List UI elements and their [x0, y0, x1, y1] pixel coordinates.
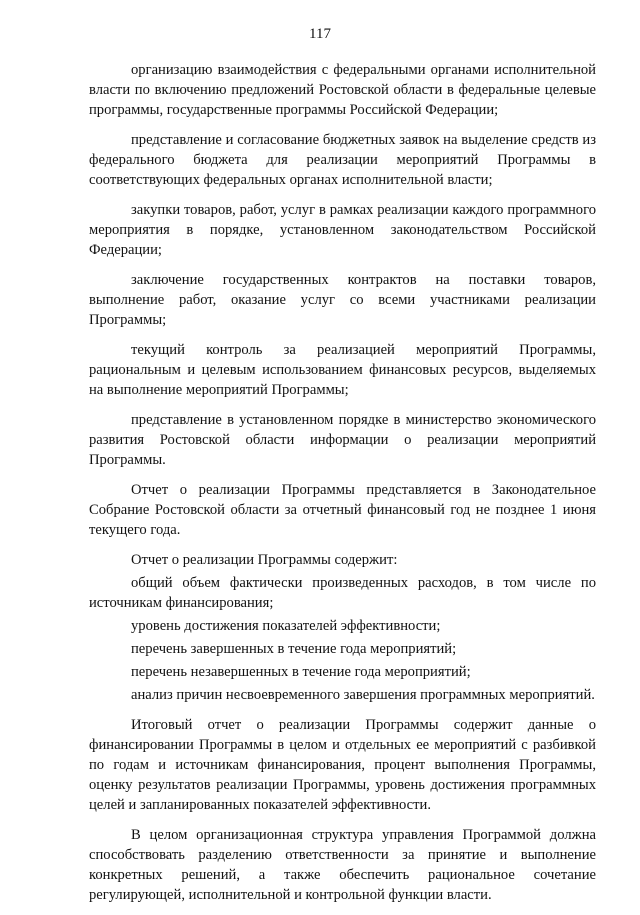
list-item: перечень незавершенных в течение года мероприятий;: [131, 664, 471, 680]
page-number: 117: [309, 26, 331, 42]
paragraph: заключение государственных контрактов на поставки товаров, выполнение работ, оказание услуг со всеми участниками реализации Программы;: [89, 272, 596, 328]
list-item: анализ причин несвоевременного завершения программных мероприятий.: [131, 687, 595, 703]
list-item: уровень достижения показателей эффективности;: [131, 618, 441, 634]
list-item: общий объем фактически произведенных расходов, в том числе по источникам финансирования;: [89, 575, 596, 611]
paragraph: текущий контроль за реализацией мероприятий Программы, рациональным и целевым использованием финансовых ресурсов, выделяемых на выполнение мероприятий Программы;: [89, 342, 596, 398]
paragraph: Отчет о реализации Программы представляется в Законодательное Собрание Ростовской области за отчетный финансовый год не позднее 1 июня текущего года.: [89, 482, 596, 538]
paragraph: В целом организационная структура управления Программой должна способствовать разделению ответственности за принятие и выполнение конкретных решений, а также обеспечить рациональное сочетание регулирующей, исполнительной и контрольной функции власти.: [89, 827, 596, 903]
paragraph: представление и согласование бюджетных заявок на выделение средств из федерального бюджета для реализации мероприятий Программы в соответствующих федеральных органах исполнительной власти;: [89, 132, 596, 188]
paragraph: Отчет о реализации Программы содержит:: [131, 552, 398, 568]
list-item: перечень завершенных в течение года мероприятий;: [131, 641, 457, 657]
paragraph: представление в установленном порядке в министерство экономического развития Ростовской области информации о реализации мероприятий Программы.: [89, 412, 596, 468]
paragraph: организацию взаимодействия с федеральными органами исполнительной власти по включению предложений Ростовской области в федеральные целевые программы, государственные программы Российской Федерации;: [89, 62, 596, 118]
paragraph: Итоговый отчет о реализации Программы содержит данные о финансировании Программы в целом и отдельных ее мероприятий с разбивкой по годам и источникам финансирования, процент выполнения Программы, оценку результатов реализации Программы, уровень достижения программных целей и запланированных показателей эффективности.: [89, 717, 596, 813]
paragraph: закупки товаров, работ, услуг в рамках реализации каждого программного мероприятия в порядке, установленном законодательством Российской Федерации;: [89, 202, 596, 258]
document-body: [89, 60, 596, 915]
